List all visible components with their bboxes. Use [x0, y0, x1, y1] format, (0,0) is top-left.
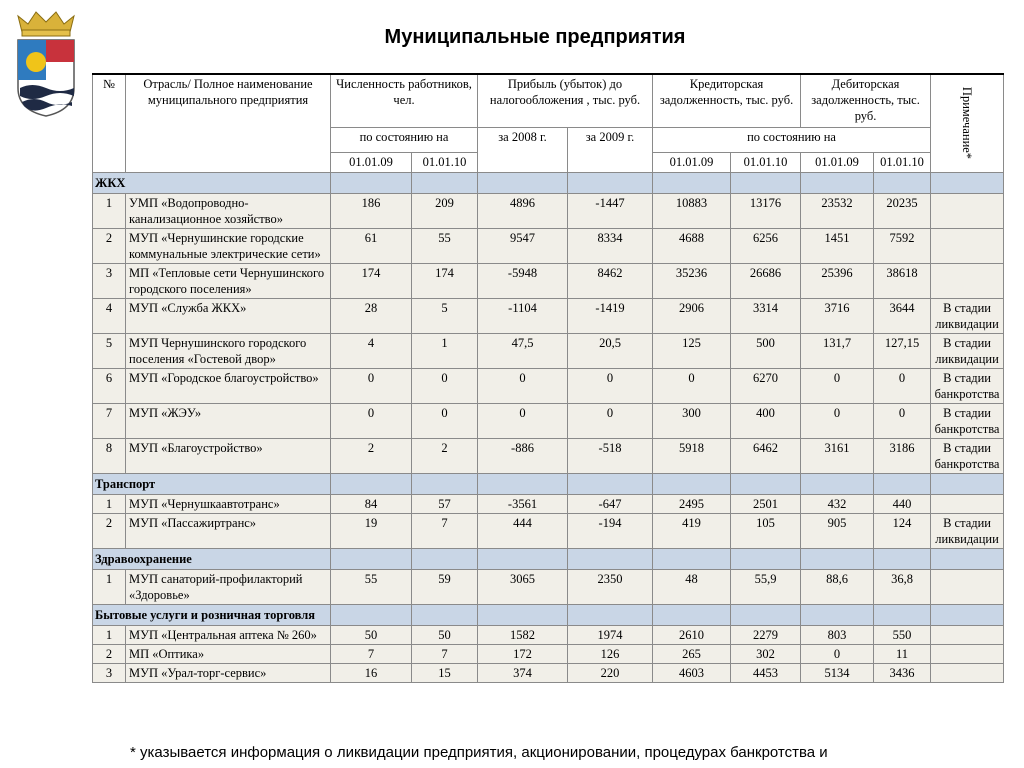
value-cell: 0 — [801, 644, 874, 663]
value-cell: 1451 — [801, 228, 874, 263]
value-cell: 105 — [731, 513, 801, 548]
enterprise-name: МУП «ЖЭУ» — [126, 403, 331, 438]
value-cell: 7592 — [874, 228, 931, 263]
value-cell: 16 — [331, 663, 412, 682]
value-cell: 55,9 — [731, 569, 801, 604]
note-cell: В стадии банкротства — [931, 438, 1004, 473]
value-cell: 2279 — [731, 625, 801, 644]
value-cell: 0 — [331, 368, 412, 403]
value-cell: 220 — [568, 663, 653, 682]
section-filler — [331, 473, 412, 494]
enterprise-name: МП «Тепловые сети Чернушинского городского поселения» — [126, 263, 331, 298]
value-cell: 186 — [331, 193, 412, 228]
header-date: 01.01.09 — [653, 152, 731, 172]
enterprise-name: МУП «Чернушинские городские коммунальные электрические сети» — [126, 228, 331, 263]
section-row — [93, 548, 1004, 569]
value-cell: 7 — [412, 644, 478, 663]
header-date: 01.01.09 — [331, 152, 412, 172]
value-cell: 0 — [874, 368, 931, 403]
value-cell: 4896 — [478, 193, 568, 228]
value-cell: 2906 — [653, 298, 731, 333]
value-cell: 4688 — [653, 228, 731, 263]
value-cell: 0 — [412, 403, 478, 438]
value-cell: 15 — [412, 663, 478, 682]
section-row — [93, 473, 1004, 494]
section-filler — [931, 548, 1004, 569]
row-number: 1 — [93, 193, 126, 228]
section-filler — [331, 548, 412, 569]
value-cell: 0 — [801, 403, 874, 438]
note-cell — [931, 228, 1004, 263]
value-cell: 2 — [412, 438, 478, 473]
value-cell: 3716 — [801, 298, 874, 333]
value-cell: 500 — [731, 333, 801, 368]
header-payables: Кредиторская задолженность, тыс. руб. — [653, 74, 801, 127]
section-title: ЖКХ — [93, 172, 331, 193]
header-date: 01.01.10 — [731, 152, 801, 172]
value-cell: 23532 — [801, 193, 874, 228]
value-cell: 61 — [331, 228, 412, 263]
header-as-of-1: по состоянию на — [331, 127, 478, 152]
value-cell: -647 — [568, 494, 653, 513]
value-cell: 172 — [478, 644, 568, 663]
value-cell: 2 — [331, 438, 412, 473]
enterprise-name: МУП «Городское благоустройство» — [126, 368, 331, 403]
section-filler — [653, 172, 731, 193]
table-row — [93, 193, 1004, 228]
value-cell: 126 — [568, 644, 653, 663]
note-cell: В стадии банкротства — [931, 368, 1004, 403]
row-number: 3 — [93, 263, 126, 298]
value-cell: 5 — [412, 298, 478, 333]
section-filler — [801, 473, 874, 494]
value-cell: 432 — [801, 494, 874, 513]
value-cell: -886 — [478, 438, 568, 473]
value-cell: 4 — [331, 333, 412, 368]
section-filler — [874, 604, 931, 625]
header-for-2009: за 2009 г. — [568, 127, 653, 172]
value-cell: 4603 — [653, 663, 731, 682]
note-cell — [931, 663, 1004, 682]
header-num: № — [93, 74, 126, 172]
table-row — [93, 569, 1004, 604]
row-number: 2 — [93, 228, 126, 263]
value-cell: 265 — [653, 644, 731, 663]
section-filler — [568, 172, 653, 193]
value-cell: 7 — [412, 513, 478, 548]
value-cell: 47,5 — [478, 333, 568, 368]
table-row — [93, 228, 1004, 263]
note-cell — [931, 494, 1004, 513]
note-cell — [931, 569, 1004, 604]
value-cell: 20235 — [874, 193, 931, 228]
value-cell: 84 — [331, 494, 412, 513]
value-cell: -1447 — [568, 193, 653, 228]
table-body — [93, 172, 1004, 682]
value-cell: 50 — [331, 625, 412, 644]
value-cell: 131,7 — [801, 333, 874, 368]
value-cell: 3436 — [874, 663, 931, 682]
note-cell — [931, 263, 1004, 298]
section-row — [93, 172, 1004, 193]
value-cell: 7 — [331, 644, 412, 663]
enterprise-name: МУП «Благоустройство» — [126, 438, 331, 473]
header-as-of-2: по состоянию на — [653, 127, 931, 152]
value-cell: 419 — [653, 513, 731, 548]
enterprise-name: МУП Чернушинского городского поселения «Гостевой двор» — [126, 333, 331, 368]
table-row — [93, 263, 1004, 298]
value-cell: 2501 — [731, 494, 801, 513]
section-filler — [568, 473, 653, 494]
value-cell: 38618 — [874, 263, 931, 298]
value-cell: 35236 — [653, 263, 731, 298]
value-cell: 28 — [331, 298, 412, 333]
section-filler — [478, 548, 568, 569]
row-number: 7 — [93, 403, 126, 438]
row-number: 2 — [93, 513, 126, 548]
value-cell: 6256 — [731, 228, 801, 263]
section-filler — [478, 604, 568, 625]
value-cell: 50 — [412, 625, 478, 644]
value-cell: 55 — [331, 569, 412, 604]
section-filler — [478, 172, 568, 193]
value-cell: 3644 — [874, 298, 931, 333]
enterprise-name: МП «Оптика» — [126, 644, 331, 663]
value-cell: 174 — [412, 263, 478, 298]
section-filler — [801, 548, 874, 569]
row-number: 1 — [93, 625, 126, 644]
value-cell: 2495 — [653, 494, 731, 513]
section-filler — [412, 172, 478, 193]
value-cell: 6462 — [731, 438, 801, 473]
value-cell: 444 — [478, 513, 568, 548]
header-receivables: Дебиторская задолженность, тыс. руб. — [801, 74, 931, 127]
table-row — [93, 663, 1004, 682]
value-cell: -3561 — [478, 494, 568, 513]
value-cell: 0 — [653, 368, 731, 403]
value-cell: 440 — [874, 494, 931, 513]
table-row — [93, 513, 1004, 548]
row-number: 5 — [93, 333, 126, 368]
value-cell: 2350 — [568, 569, 653, 604]
value-cell: 1582 — [478, 625, 568, 644]
value-cell: 19 — [331, 513, 412, 548]
section-filler — [568, 604, 653, 625]
value-cell: -5948 — [478, 263, 568, 298]
value-cell: 125 — [653, 333, 731, 368]
section-filler — [801, 172, 874, 193]
note-cell: В стадии ликвидации — [931, 513, 1004, 548]
value-cell: 0 — [874, 403, 931, 438]
value-cell: 803 — [801, 625, 874, 644]
header-profit: Прибыль (убыток) до налогообложения , тыс. руб. — [478, 74, 653, 127]
value-cell: 374 — [478, 663, 568, 682]
note-cell: В стадии банкротства — [931, 403, 1004, 438]
value-cell: 300 — [653, 403, 731, 438]
row-number: 1 — [93, 569, 126, 604]
value-cell: -518 — [568, 438, 653, 473]
value-cell: 1 — [412, 333, 478, 368]
enterprise-name: МУП «Центральная аптека № 260» — [126, 625, 331, 644]
header-note — [931, 74, 1004, 172]
section-filler — [931, 473, 1004, 494]
value-cell: 0 — [568, 368, 653, 403]
value-cell: 0 — [331, 403, 412, 438]
table-row — [93, 625, 1004, 644]
value-cell: 2610 — [653, 625, 731, 644]
table-row — [93, 644, 1004, 663]
section-filler — [931, 604, 1004, 625]
note-cell — [931, 644, 1004, 663]
section-filler — [412, 548, 478, 569]
value-cell: 0 — [478, 368, 568, 403]
value-cell: 3161 — [801, 438, 874, 473]
section-row — [93, 604, 1004, 625]
value-cell: 55 — [412, 228, 478, 263]
header-for-2008: за 2008 г. — [478, 127, 568, 172]
row-number: 6 — [93, 368, 126, 403]
value-cell: 10883 — [653, 193, 731, 228]
value-cell: 905 — [801, 513, 874, 548]
value-cell: 174 — [331, 263, 412, 298]
section-title: Бытовые услуги и розничная торговля — [93, 604, 331, 625]
table-row — [93, 333, 1004, 368]
header-date: 01.01.10 — [412, 152, 478, 172]
footnote: * указывается информация о ликвидации предприятия, акционировании, процедурах банкротства и — [130, 744, 828, 761]
value-cell: 550 — [874, 625, 931, 644]
value-cell: 5134 — [801, 663, 874, 682]
value-cell: 0 — [412, 368, 478, 403]
section-filler — [653, 548, 731, 569]
table-row — [93, 298, 1004, 333]
section-filler — [801, 604, 874, 625]
section-filler — [874, 172, 931, 193]
row-number: 3 — [93, 663, 126, 682]
value-cell: 57 — [412, 494, 478, 513]
value-cell: 1974 — [568, 625, 653, 644]
header-date: 01.01.10 — [874, 152, 931, 172]
value-cell: 0 — [478, 403, 568, 438]
value-cell: 48 — [653, 569, 731, 604]
section-filler — [731, 172, 801, 193]
note-cell — [931, 193, 1004, 228]
value-cell: 3186 — [874, 438, 931, 473]
page-title: Муниципальные предприятия — [384, 26, 686, 48]
value-cell: 302 — [731, 644, 801, 663]
table-row — [93, 403, 1004, 438]
value-cell: 0 — [568, 403, 653, 438]
enterprise-name: МУП «Урал-торг-сервис» — [126, 663, 331, 682]
section-filler — [731, 473, 801, 494]
value-cell: 88,6 — [801, 569, 874, 604]
enterprise-name: МУП «Чернушкаавтотранс» — [126, 494, 331, 513]
value-cell: 11 — [874, 644, 931, 663]
value-cell: 13176 — [731, 193, 801, 228]
header-note-label: Примечание* — [960, 87, 975, 160]
value-cell: 8462 — [568, 263, 653, 298]
section-filler — [874, 548, 931, 569]
value-cell: 209 — [412, 193, 478, 228]
value-cell: -1419 — [568, 298, 653, 333]
section-filler — [478, 473, 568, 494]
table-row — [93, 368, 1004, 403]
table-row — [93, 438, 1004, 473]
value-cell: 5918 — [653, 438, 731, 473]
value-cell: -194 — [568, 513, 653, 548]
enterprises-table — [92, 73, 1004, 683]
row-number: 8 — [93, 438, 126, 473]
header-staff: Численность работников, чел. — [331, 74, 478, 127]
section-filler — [412, 473, 478, 494]
value-cell: 8334 — [568, 228, 653, 263]
section-filler — [568, 548, 653, 569]
section-filler — [931, 172, 1004, 193]
section-filler — [874, 473, 931, 494]
header-industry: Отрасль/ Полное наименование муниципального предприятия — [126, 74, 331, 172]
value-cell: 3314 — [731, 298, 801, 333]
section-filler — [331, 172, 412, 193]
table-row — [93, 494, 1004, 513]
value-cell: 3065 — [478, 569, 568, 604]
value-cell: 124 — [874, 513, 931, 548]
value-cell: 9547 — [478, 228, 568, 263]
row-number: 4 — [93, 298, 126, 333]
section-filler — [653, 473, 731, 494]
enterprise-name: МУП санаторий-профилакторий «Здоровье» — [126, 569, 331, 604]
value-cell: -1104 — [478, 298, 568, 333]
header-date: 01.01.09 — [801, 152, 874, 172]
value-cell: 4453 — [731, 663, 801, 682]
section-filler — [653, 604, 731, 625]
value-cell: 36,8 — [874, 569, 931, 604]
enterprise-name: МУП «Пассажиртранс» — [126, 513, 331, 548]
enterprise-name: МУП «Служба ЖКХ» — [126, 298, 331, 333]
section-filler — [731, 548, 801, 569]
section-filler — [331, 604, 412, 625]
value-cell: 6270 — [731, 368, 801, 403]
note-cell: В стадии ликвидации — [931, 298, 1004, 333]
note-cell — [931, 625, 1004, 644]
section-title: Транспорт — [93, 473, 331, 494]
value-cell: 26686 — [731, 263, 801, 298]
row-number: 1 — [93, 494, 126, 513]
note-cell: В стадии ликвидации — [931, 333, 1004, 368]
section-title: Здравоохранение — [93, 548, 331, 569]
value-cell: 0 — [801, 368, 874, 403]
row-number: 2 — [93, 644, 126, 663]
value-cell: 400 — [731, 403, 801, 438]
value-cell: 127,15 — [874, 333, 931, 368]
value-cell: 59 — [412, 569, 478, 604]
section-filler — [731, 604, 801, 625]
value-cell: 20,5 — [568, 333, 653, 368]
section-filler — [412, 604, 478, 625]
value-cell: 25396 — [801, 263, 874, 298]
enterprise-name: УМП «Водопроводно-канализационное хозяйство» — [126, 193, 331, 228]
